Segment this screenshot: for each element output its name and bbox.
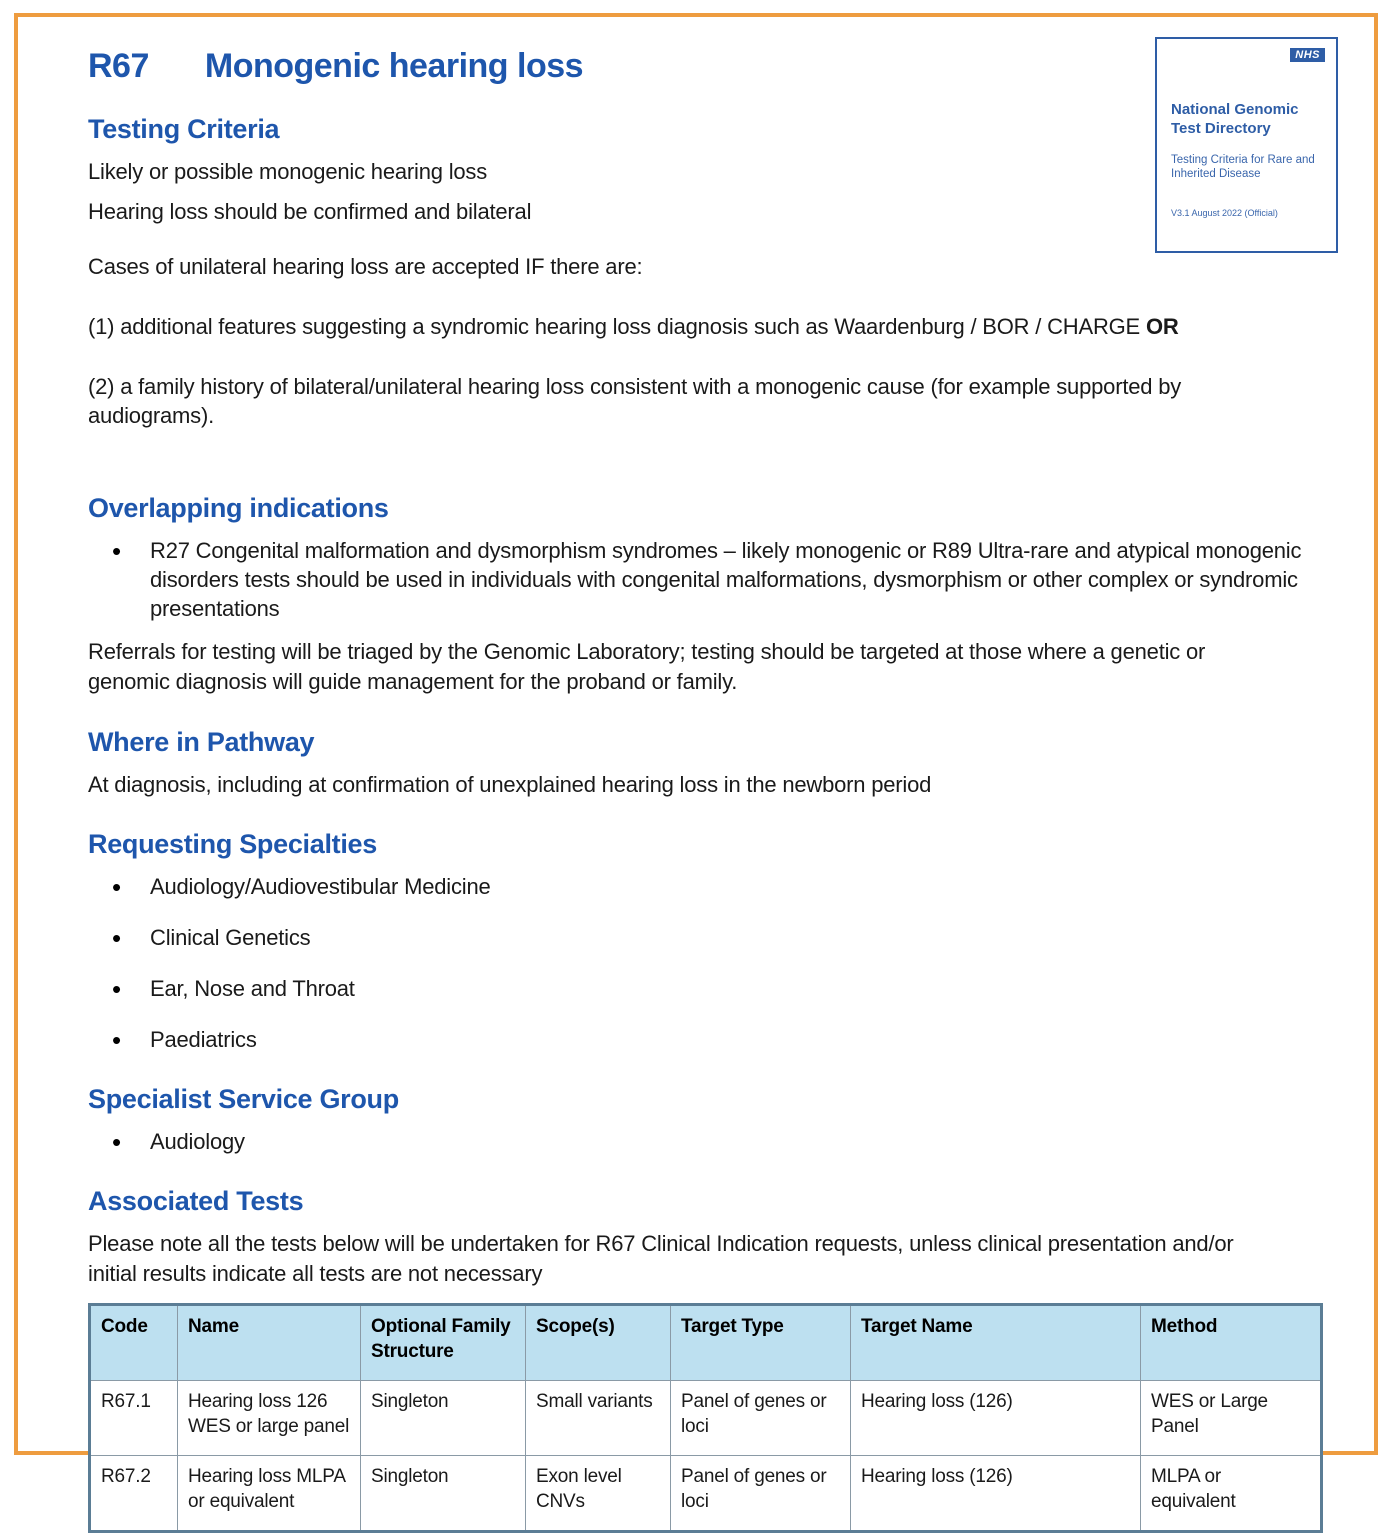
heading-specialist-service-group: Specialist Service Group xyxy=(88,1084,399,1115)
testing-criteria-line2: Hearing loss should be confirmed and bilateral xyxy=(88,198,532,224)
logo-box-subtitle: Testing Criteria for Rare and Inherited Disease xyxy=(1171,153,1315,181)
column-header-name: Name xyxy=(178,1304,361,1380)
cell-target-name: Hearing loss (126) xyxy=(851,1455,1141,1531)
cell-target-type: Panel of genes or loci xyxy=(671,1380,851,1455)
table-header-row xyxy=(90,1304,1322,1380)
cell-family-structure: Singleton xyxy=(361,1455,526,1531)
cell-code: R67.1 xyxy=(90,1380,178,1455)
table-row xyxy=(90,1380,1322,1455)
associated-tests-table xyxy=(88,1303,1323,1533)
cell-scopes: Small variants xyxy=(526,1380,671,1455)
nhs-logo-icon: NHS xyxy=(1290,48,1325,62)
specialties-list xyxy=(88,872,1334,1054)
logo-box-title: National Genomic Test Directory xyxy=(1171,101,1299,137)
testing-criteria-item1-or: OR xyxy=(1145,314,1179,340)
cell-family-structure: Singleton xyxy=(361,1380,526,1455)
column-header-scopes: Scope(s) xyxy=(526,1304,671,1380)
column-header-code: Code xyxy=(90,1304,178,1380)
cell-code: R67.2 xyxy=(90,1455,178,1531)
cell-method: MLPA or equivalent xyxy=(1141,1455,1322,1531)
testing-criteria-item1 xyxy=(88,312,1273,342)
heading-where-in-pathway: Where in Pathway xyxy=(88,726,315,757)
overlapping-list xyxy=(88,536,1334,623)
pathway-para: At diagnosis, including at confirmation of unexplained hearing loss in the newborn period xyxy=(88,771,932,797)
list-item: • Paediatrics xyxy=(88,1025,1334,1054)
cell-target-name: Hearing loss (126) xyxy=(851,1380,1141,1455)
list-item: • Ear, Nose and Throat xyxy=(88,974,1334,1003)
list-item: • Audiology/Audiovestibular Medicine xyxy=(88,872,1334,901)
table-row xyxy=(90,1455,1322,1531)
logo-box-version: V3.1 August 2022 (Official) xyxy=(1171,208,1278,219)
cell-target-type: Panel of genes or loci xyxy=(671,1455,851,1531)
title-code: R67 xyxy=(88,47,149,85)
column-header-target-type: Target Type xyxy=(671,1304,851,1380)
column-header-target-name: Target Name xyxy=(851,1304,1141,1380)
document-page xyxy=(14,13,1378,1512)
cell-method: WES or Large Panel xyxy=(1141,1380,1322,1455)
testing-criteria-item1-text: (1) additional features suggesting a syndromic hearing loss diagnosis such as Waardenburg / BOR / CHARGE xyxy=(88,314,1146,340)
heading-overlapping-indications: Overlapping indications xyxy=(88,493,389,524)
heading-testing-criteria: Testing Criteria xyxy=(88,114,280,144)
testing-criteria-para1: Cases of unilateral hearing loss are accepted IF there are: xyxy=(88,254,643,280)
cell-scopes: Exon level CNVs xyxy=(526,1455,671,1531)
list-item: • R27 Congenital malformation and dysmorphism syndromes – likely monogenic or R89 Ultra-rare and atypical monogenic disorders tests should be used in individuals with congenital malformations, dysmorphism or other complex or syndromic presentations xyxy=(88,536,1334,623)
page-title xyxy=(88,47,1334,86)
heading-associated-tests: Associated Tests xyxy=(88,1186,304,1217)
cell-name: Hearing loss 126 WES or large panel xyxy=(178,1380,361,1455)
list-item: • Audiology xyxy=(88,1127,1334,1156)
list-item: • Clinical Genetics xyxy=(88,923,1334,952)
overlapping-para: Referrals for testing will be triaged by the Genomic Laboratory; testing should be targeted at those where a genetic or genomic diagnosis will guide management for the proband or family. xyxy=(88,639,1206,694)
testing-criteria-line1: Likely or possible monogenic hearing loss xyxy=(88,159,488,184)
column-header-method: Method xyxy=(1141,1304,1322,1380)
heading-requesting-specialties: Requesting Specialties xyxy=(88,829,377,860)
document-content xyxy=(18,17,1374,1533)
cell-name: Hearing loss MLPA or equivalent xyxy=(178,1455,361,1531)
title-text: Monogenic hearing loss xyxy=(204,47,584,85)
service-group-list xyxy=(88,1127,1334,1156)
column-header-optional-family-structure: Optional Family Structure xyxy=(361,1304,526,1380)
associated-tests-para: Please note all the tests below will be undertaken for R67 Clinical Indication requests, unless clinical presentation and/or initial results indicate all tests are not necessary xyxy=(88,1231,1234,1287)
testing-criteria-item2: (2) a family history of bilateral/unilateral hearing loss consistent with a monogenic cause (for example supported by audiograms). xyxy=(88,373,1182,429)
